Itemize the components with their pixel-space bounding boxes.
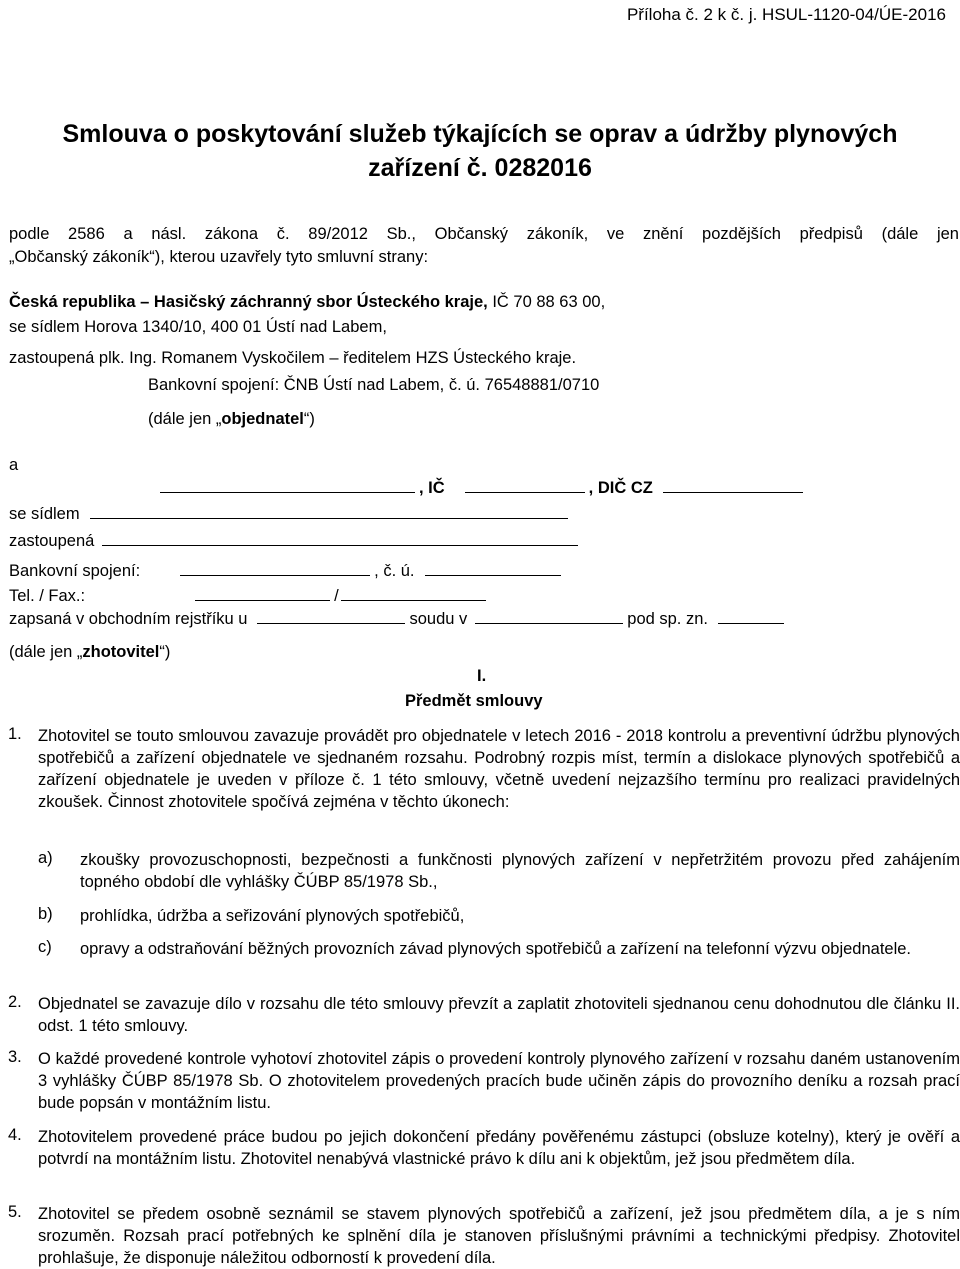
subitem-a-text: zkoušky provozuschopnosti, bezpečnosti a funkčnosti plynových zařízení v nepřetržitém provozu před zahájením topného období dle vyhlášky ČÚBP 85/1978 Sb., [80, 851, 960, 891]
register-label: zapsaná v obchodním rejstříku u [9, 610, 248, 628]
bank-label: Bankovní spojení: [9, 562, 141, 580]
party2-fax-blank[interactable] [341, 599, 486, 601]
party2-city-blank[interactable] [475, 622, 623, 624]
article-2-number: 2. [8, 993, 22, 1011]
party2-account-blank[interactable] [425, 574, 561, 576]
subitem-b-text: prohlídka, údržba a seřizování plynových spotřebičů, [80, 907, 465, 925]
party1-bank: Bankovní spojení: ČNB Ústí nad Labem, č. ú. 76548881/0710 [148, 376, 600, 394]
article-4-text: Zhotovitelem provedené práce budou po jejich dokončení předány pověřenému zástupci (obsluze kotelny), který je ověří a potvrdí na montážním listu. Zhotovitel nenabývá vlastnické právo k dílu ani k objektům, jež jsou předmětem díla. [38, 1128, 960, 1168]
subitem-b-label: b) [38, 905, 53, 923]
party1-name-bold: Česká republika – Hasičský záchranný sbor Ústeckého kraje, [9, 293, 488, 311]
section-title: Předmět smlouvy [405, 692, 543, 710]
alias-zhotovitel: zhotovitel [82, 643, 160, 661]
contract-title-line1: Smlouva o poskytování služeb týkajících se oprav a údržby plynových [62, 120, 898, 148]
contract-title-line2: zařízení č. 0282016 [368, 154, 592, 182]
document-reference: Příloha č. 2 k č. j. HSUL-1120-04/ÚE-2016 [626, 5, 946, 24]
party2-seat-blank[interactable] [90, 517, 568, 519]
party1-alias [148, 410, 315, 429]
party2-bank-blank[interactable] [180, 574, 370, 576]
seat-label: se sídlem [9, 505, 80, 523]
subitem-a-label: a) [38, 849, 53, 867]
party2-represented-row [9, 532, 582, 551]
article-5-text: Zhotovitel se předem osobně seznámil se stavem plynových spotřebičů a zařízení, jež jsou předmětem díla, a je s ním srozuměn. Rozsah prací potřebných ke splnění díla je stanoven příslušnými právními a technickými předpisy. Zhotovitel prohlašuje, že disponuje náležitou odborností k provedení díla. [38, 1205, 960, 1267]
party1-ic: IČ 70 88 63 00, [487, 293, 606, 311]
party1-seat: se sídlem Horova 1340/10, 400 01 Ústí nad Labem, [9, 318, 387, 336]
party2-file-blank[interactable] [718, 622, 784, 624]
article-5-number: 5. [8, 1203, 22, 1221]
subitem-c-text: opravy a odstraňování běžných provozních závad plynových spotřebičů a zařízení na telefonní výzvu objednatele. [80, 940, 912, 958]
article-1-text: Zhotovitel se touto smlouvou zavazuje provádět pro objednatele v letech 2016 - 2018 kontrolu a preventivní údržbu plynových spotřebičů a zařízení objednatele ve sjednaném rozsahu. Podrobný rozpis míst, termín a dislokace plynových spotřebičů a zařízení objednatele je uveden v příloze č. 1 této smlouvy, včetně uvedení nejzazšího termínu pro realizaci pravidelných zkoušek. Činnost zhotovitele spočívá zejména v těchto úkonech: [38, 727, 960, 811]
party2-dic-blank[interactable] [663, 491, 803, 493]
tel-label: Tel. / Fax.: [9, 587, 86, 605]
party2-alias [9, 643, 170, 662]
alias-suffix: “) [159, 643, 171, 661]
party2-name-row [160, 479, 807, 498]
article-3-text: O každé provedené kontrole vyhotoví zhotovitel zápis o provedení kontroly plynového zařízení v rozsahu daném ustanovením 3 vyhlášky ČÚBP 85/1978 Sb. O zhotovitelem provedených pracích bude učiněn zápis do provozního deníku a rozsah prací bude popsán v montážním listu. [38, 1050, 960, 1112]
party2-name-blank[interactable] [160, 491, 415, 493]
party2-ic-blank[interactable] [465, 491, 585, 493]
party2-court-blank[interactable] [257, 622, 405, 624]
article-4-number: 4. [8, 1126, 22, 1144]
alias-prefix: (dále jen „ [9, 643, 83, 661]
article-2-text: Objednatel se zavazuje dílo v rozsahu dle této smlouvy převzít a zaplatit zhotoviteli sjednanou cenu dohodnutou dle článku II. odst. 1 této smlouvy. [38, 995, 960, 1035]
tel-slash: / [334, 587, 339, 605]
party1-name [9, 293, 605, 312]
article-1-number: 1. [8, 725, 22, 743]
conjunction-a: a [9, 456, 19, 474]
ic-label: , IČ [419, 479, 445, 497]
dic-label: , DIČ CZ [588, 479, 653, 497]
account-label: , č. ú. [374, 562, 415, 580]
party1-represented: zastoupená plk. Ing. Romanem Vyskočilem – ředitelem HZS Ústeckého kraje. [9, 349, 577, 367]
alias-objednatel: objednatel [221, 410, 304, 428]
intro-line1: podle 2586 a násl. zákona č. 89/2012 Sb., Občanský zákoník, ve znění pozdějších předpisů (dále jen [9, 225, 959, 243]
party2-seat-row [9, 505, 572, 524]
court-label: soudu v [409, 610, 468, 628]
file-label: pod sp. zn. [627, 610, 708, 628]
subitem-c-label: c) [38, 938, 52, 956]
intro-line2: „Občanský zákoník“), kterou uzavřely tyto smluvní strany: [9, 248, 429, 266]
represented-label: zastoupená [9, 532, 95, 550]
party2-tel-row [9, 587, 490, 606]
article-3-number: 3. [8, 1048, 22, 1066]
party2-represented-blank[interactable] [102, 544, 578, 546]
party2-register-row [9, 610, 788, 629]
alias-suffix: “) [303, 410, 315, 428]
party2-tel-blank[interactable] [195, 599, 330, 601]
section-number: I. [477, 667, 487, 685]
party2-bank-row [9, 562, 565, 581]
alias-prefix: (dále jen „ [148, 410, 222, 428]
